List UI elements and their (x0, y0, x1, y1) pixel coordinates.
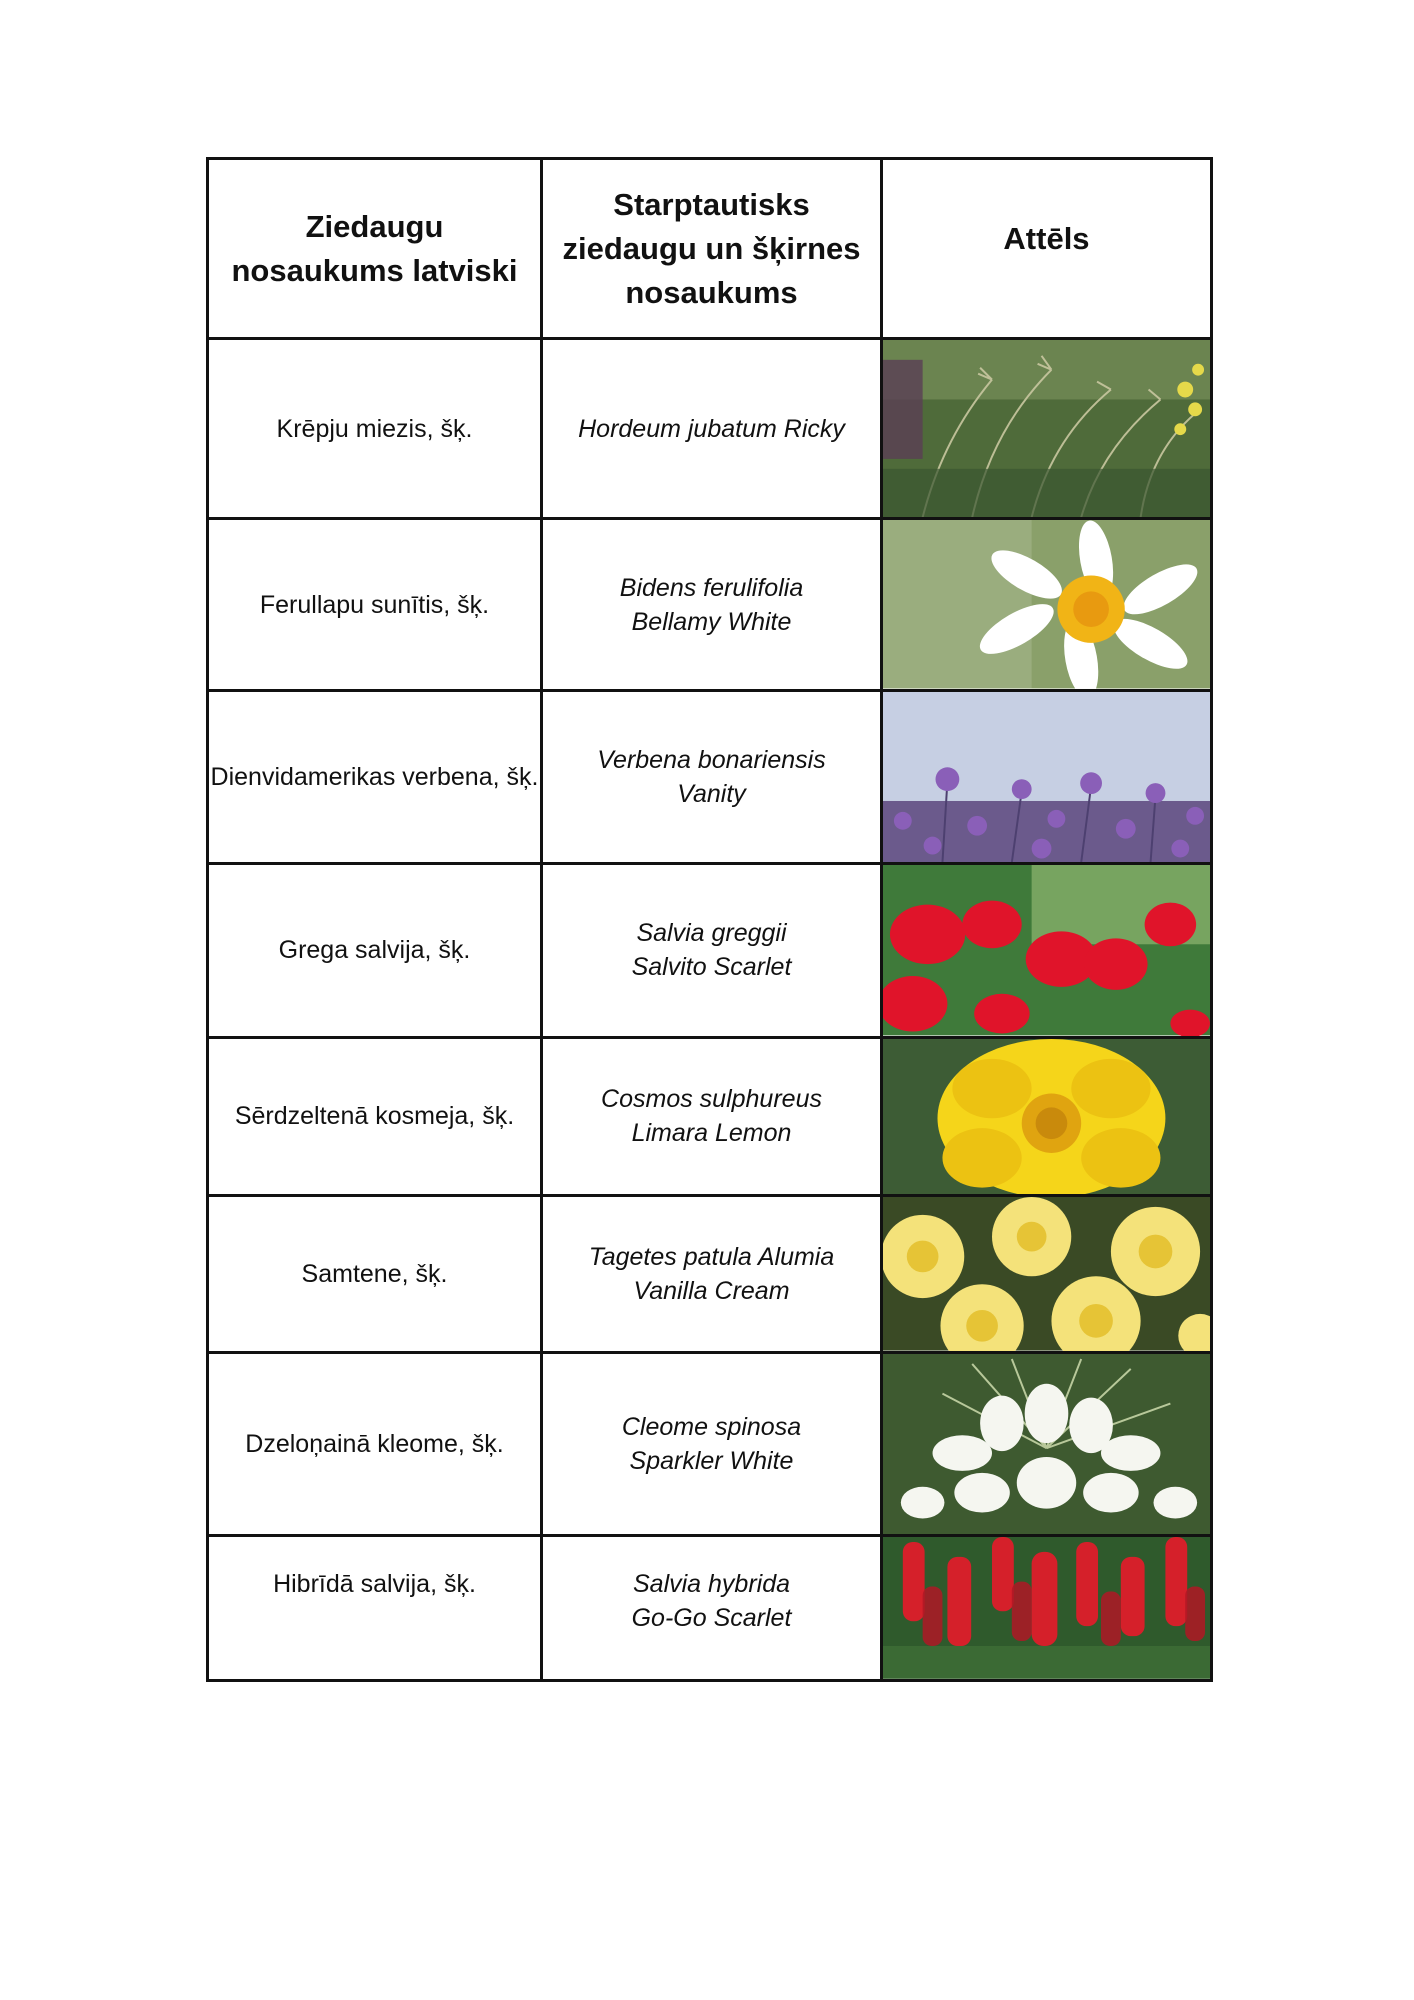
scarlet-salvia-photo (882, 1536, 1212, 1681)
table-header-row (208, 159, 1212, 339)
latvian-name-cell: Sērdzeltenā kosmeja, šķ. (208, 1037, 542, 1196)
table-row (208, 519, 1212, 690)
header-latvian-name: Ziedaugu nosaukums latviski (208, 159, 542, 339)
latvian-name-cell: Ferullapu sunītis, šķ. (208, 519, 542, 690)
flower-table (206, 157, 1213, 1682)
latvian-name-cell: Krēpju miezis, šķ. (208, 339, 542, 519)
header-international-name: Starptautisks ziedaugu un šķirnes nosaukums (542, 159, 882, 339)
scientific-name-cell: Salvia hybrida Go-Go Scarlet (542, 1536, 882, 1681)
white-bidens-photo (882, 519, 1212, 690)
scientific-name-cell: Tagetes patula Alumia Vanilla Cream (542, 1196, 882, 1353)
table-row (208, 1037, 1212, 1196)
header-image: Attēls (882, 159, 1212, 339)
latvian-name-cell: Hibrīdā salvija, šķ. (208, 1536, 542, 1681)
latvian-name-cell: Dzeloņainā kleome, šķ. (208, 1352, 542, 1535)
scientific-name-cell: Verbena bonariensis Vanity (542, 690, 882, 863)
latvian-name-cell: Dienvidamerikas verbena, šķ. (208, 690, 542, 863)
latvian-name-cell: Samtene, šķ. (208, 1196, 542, 1353)
scientific-name-cell: Cleome spinosa Sparkler White (542, 1352, 882, 1535)
scientific-name-cell: Salvia greggii Salvito Scarlet (542, 864, 882, 1037)
cream-marigold-photo (882, 1196, 1212, 1353)
purple-verbena-photo (882, 690, 1212, 863)
scientific-name-cell: Bidens ferulifolia Bellamy White (542, 519, 882, 690)
red-salvia-photo (882, 864, 1212, 1037)
yellow-cosmos-photo (882, 1037, 1212, 1196)
table-row (208, 1196, 1212, 1353)
table-row (208, 339, 1212, 519)
latvian-name-cell: Grega salvija, šķ. (208, 864, 542, 1037)
scientific-name-cell: Cosmos sulphureus Limara Lemon (542, 1037, 882, 1196)
table-row (208, 1536, 1212, 1681)
white-cleome-photo (882, 1352, 1212, 1535)
table-row (208, 690, 1212, 863)
table-row (208, 1352, 1212, 1535)
foxtail-barley-photo (882, 339, 1212, 519)
scientific-name-cell: Hordeum jubatum Ricky (542, 339, 882, 519)
table-row (208, 864, 1212, 1037)
